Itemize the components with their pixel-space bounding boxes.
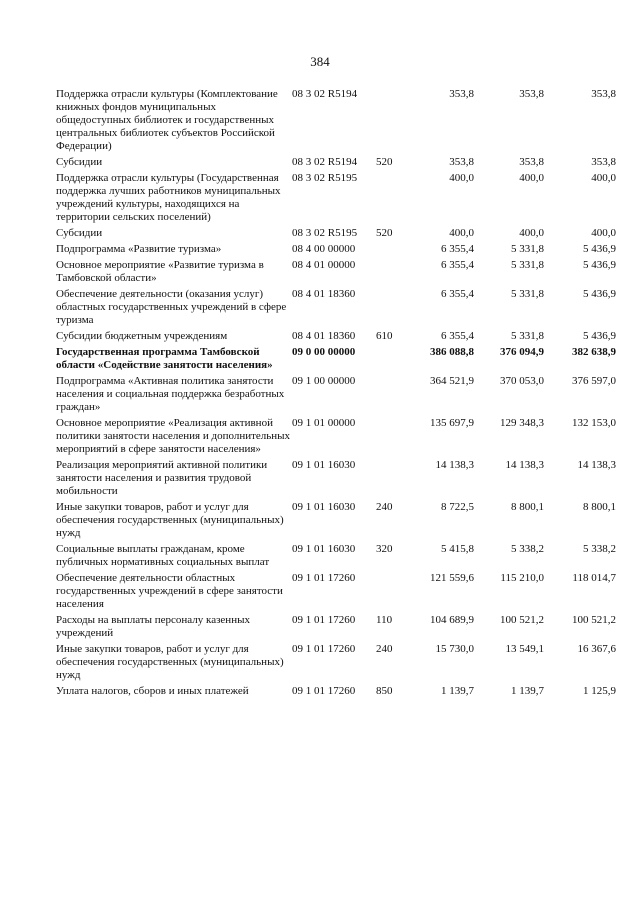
table-row (56, 259, 616, 288)
table-row (56, 459, 616, 501)
row-value-year-3: 14 138,3 (577, 459, 616, 471)
row-value-year-2: 400,0 (519, 172, 544, 184)
row-code: 09 1 01 00000 (292, 417, 356, 429)
row-value-year-1: 104 689,9 (430, 614, 474, 626)
row-value-year-2: 370 053,0 (500, 375, 544, 387)
table-row (56, 288, 616, 330)
table-row (56, 685, 616, 701)
row-name: Основное мероприятие «Развитие туризма в Тамбовской области» (56, 259, 264, 284)
row-expense-type: 320 (376, 543, 393, 555)
row-code: 08 3 02 R5194 (292, 156, 358, 168)
row-value-year-1: 1 139,7 (441, 685, 474, 697)
row-code: 09 1 01 16030 (292, 501, 356, 513)
row-code: 09 1 01 17260 (292, 643, 356, 655)
table-row (56, 614, 616, 643)
row-name: Государственная программа Тамбовской области «Содействие занятости населения» (56, 346, 273, 371)
row-code: 08 4 01 18360 (292, 330, 356, 342)
page-number: 384 (310, 54, 330, 69)
row-value-year-3: 353,8 (591, 156, 616, 168)
table-row (56, 501, 616, 543)
row-value-year-2: 5 331,8 (511, 259, 544, 271)
row-value-year-3: 100 521,2 (572, 614, 616, 626)
table-row (56, 243, 616, 259)
row-value-year-1: 135 697,9 (430, 417, 474, 429)
row-name: Субсидии бюджетным учреждениям (56, 330, 228, 342)
row-expense-type: 240 (376, 501, 393, 513)
row-value-year-2: 115 210,0 (500, 572, 544, 584)
row-name: Расходы на выплаты персоналу казенных учреждений (56, 614, 250, 639)
row-value-year-1: 353,8 (449, 88, 474, 100)
row-value-year-1: 400,0 (449, 227, 474, 239)
row-value-year-3: 118 014,7 (572, 572, 616, 584)
row-value-year-1: 400,0 (449, 172, 474, 184)
table-row (56, 172, 616, 227)
row-expense-type (376, 259, 404, 288)
row-expense-type: 110 (376, 614, 393, 626)
row-name: Иные закупки товаров, работ и услуг для обеспечения государственных (муниципальных) нужд (56, 643, 284, 681)
row-value-year-3: 5 436,9 (583, 243, 616, 255)
row-code: 08 4 01 18360 (292, 288, 356, 300)
row-value-year-2: 5 338,2 (511, 543, 544, 555)
row-code: 09 1 01 17260 (292, 614, 356, 626)
row-value-year-1: 364 521,9 (430, 375, 474, 387)
row-expense-type (376, 459, 404, 501)
table-row (56, 572, 616, 614)
budget-table-body (56, 88, 616, 701)
row-code: 09 1 01 17260 (292, 685, 356, 697)
row-expense-type (376, 243, 404, 259)
row-code: 09 1 01 16030 (292, 543, 356, 555)
row-value-year-1: 5 415,8 (441, 543, 474, 555)
row-value-year-2: 353,8 (519, 156, 544, 168)
row-value-year-3: 5 436,9 (583, 288, 616, 300)
row-expense-type (376, 88, 404, 156)
row-expense-type: 610 (376, 330, 393, 342)
row-name: Уплата налогов, сборов и иных платежей (56, 685, 249, 697)
row-expense-type: 520 (376, 227, 393, 239)
row-value-year-2: 13 549,1 (505, 643, 544, 655)
row-value-year-1: 353,8 (449, 156, 474, 168)
row-value-year-3: 382 638,9 (572, 346, 616, 358)
row-value-year-1: 8 722,5 (441, 501, 474, 513)
row-value-year-2: 5 331,8 (511, 288, 544, 300)
row-expense-type: 240 (376, 643, 393, 655)
row-name: Подпрограмма «Активная политика занятости населения и социальная поддержка безработных граждан» (56, 375, 285, 413)
row-expense-type (376, 172, 404, 227)
row-value-year-3: 5 436,9 (583, 330, 616, 342)
row-expense-type (376, 417, 404, 459)
row-value-year-1: 6 355,4 (441, 243, 474, 255)
row-value-year-2: 376 094,9 (500, 346, 544, 358)
row-value-year-2: 5 331,8 (511, 243, 544, 255)
row-expense-type: 850 (376, 685, 393, 697)
row-name: Основное мероприятие «Реализация активной политики занятости населения и дополнительных мероприятий в сфере занятости населения» (56, 417, 291, 455)
row-value-year-1: 121 559,6 (430, 572, 474, 584)
row-value-year-1: 14 138,3 (435, 459, 474, 471)
row-code: 09 0 00 00000 (292, 346, 356, 358)
row-value-year-2: 129 348,3 (500, 417, 544, 429)
row-name: Обеспечение деятельности областных государственных учреждений в сфере занятости населения (56, 572, 283, 610)
row-name: Социальные выплаты гражданам, кроме публичных нормативных социальных выплат (56, 543, 270, 568)
row-code: 08 3 02 R5194 (292, 88, 358, 100)
table-row (56, 330, 616, 346)
row-value-year-3: 376 597,0 (572, 375, 616, 387)
table-row (56, 88, 616, 156)
row-name: Субсидии (56, 156, 103, 168)
row-expense-type (376, 346, 404, 375)
row-expense-type (376, 375, 404, 417)
row-value-year-2: 5 331,8 (511, 330, 544, 342)
row-name: Поддержка отрасли культуры (Государственная поддержка лучших работников муниципальных учреждений культуры, находящихся на территории сельских поселений) (56, 172, 281, 223)
row-name: Обеспечение деятельности (оказания услуг) областных государственных учреждений в сфере туризма (56, 288, 287, 326)
row-code: 08 3 02 R5195 (292, 172, 358, 184)
row-value-year-2: 14 138,3 (505, 459, 544, 471)
row-code: 09 1 01 17260 (292, 572, 356, 584)
budget-table (56, 88, 616, 701)
table-row (56, 417, 616, 459)
row-value-year-3: 400,0 (591, 172, 616, 184)
row-value-year-3: 5 436,9 (583, 259, 616, 271)
row-value-year-2: 100 521,2 (500, 614, 544, 626)
table-row (56, 543, 616, 572)
row-value-year-3: 400,0 (591, 227, 616, 239)
row-value-year-1: 15 730,0 (435, 643, 474, 655)
row-value-year-2: 8 800,1 (511, 501, 544, 513)
row-expense-type (376, 288, 404, 330)
row-code: 09 1 01 16030 (292, 459, 356, 471)
row-code: 08 4 01 00000 (292, 259, 356, 271)
row-code: 08 4 00 00000 (292, 243, 356, 255)
row-value-year-2: 353,8 (519, 88, 544, 100)
row-value-year-1: 6 355,4 (441, 288, 474, 300)
row-expense-type: 520 (376, 156, 393, 168)
table-row (56, 375, 616, 417)
row-value-year-1: 6 355,4 (441, 259, 474, 271)
row-value-year-3: 353,8 (591, 88, 616, 100)
row-name: Реализация мероприятий активной политики занятости населения и развития трудовой мобильности (56, 459, 268, 497)
table-row (56, 156, 616, 172)
row-value-year-2: 400,0 (519, 227, 544, 239)
row-code: 08 3 02 R5195 (292, 227, 358, 239)
row-value-year-3: 132 153,0 (572, 417, 616, 429)
table-row (56, 643, 616, 685)
row-value-year-3: 8 800,1 (583, 501, 616, 513)
row-value-year-3: 5 338,2 (583, 543, 616, 555)
table-row (56, 227, 616, 243)
row-name: Субсидии (56, 227, 103, 239)
row-name: Поддержка отрасли культуры (Комплектование книжных фондов муниципальных общедоступных библиотек и государственных центральных библиотек субъектов Российской Федерации) (56, 88, 278, 152)
row-value-year-3: 1 125,9 (583, 685, 616, 697)
table-row (56, 346, 616, 375)
row-value-year-1: 386 088,8 (430, 346, 474, 358)
row-value-year-2: 1 139,7 (511, 685, 544, 697)
row-name: Иные закупки товаров, работ и услуг для обеспечения государственных (муниципальных) нужд (56, 501, 284, 539)
row-value-year-1: 6 355,4 (441, 330, 474, 342)
row-value-year-3: 16 367,6 (577, 643, 616, 655)
row-name: Подпрограмма «Развитие туризма» (56, 243, 222, 255)
row-code: 09 1 00 00000 (292, 375, 356, 387)
row-expense-type (376, 572, 404, 614)
